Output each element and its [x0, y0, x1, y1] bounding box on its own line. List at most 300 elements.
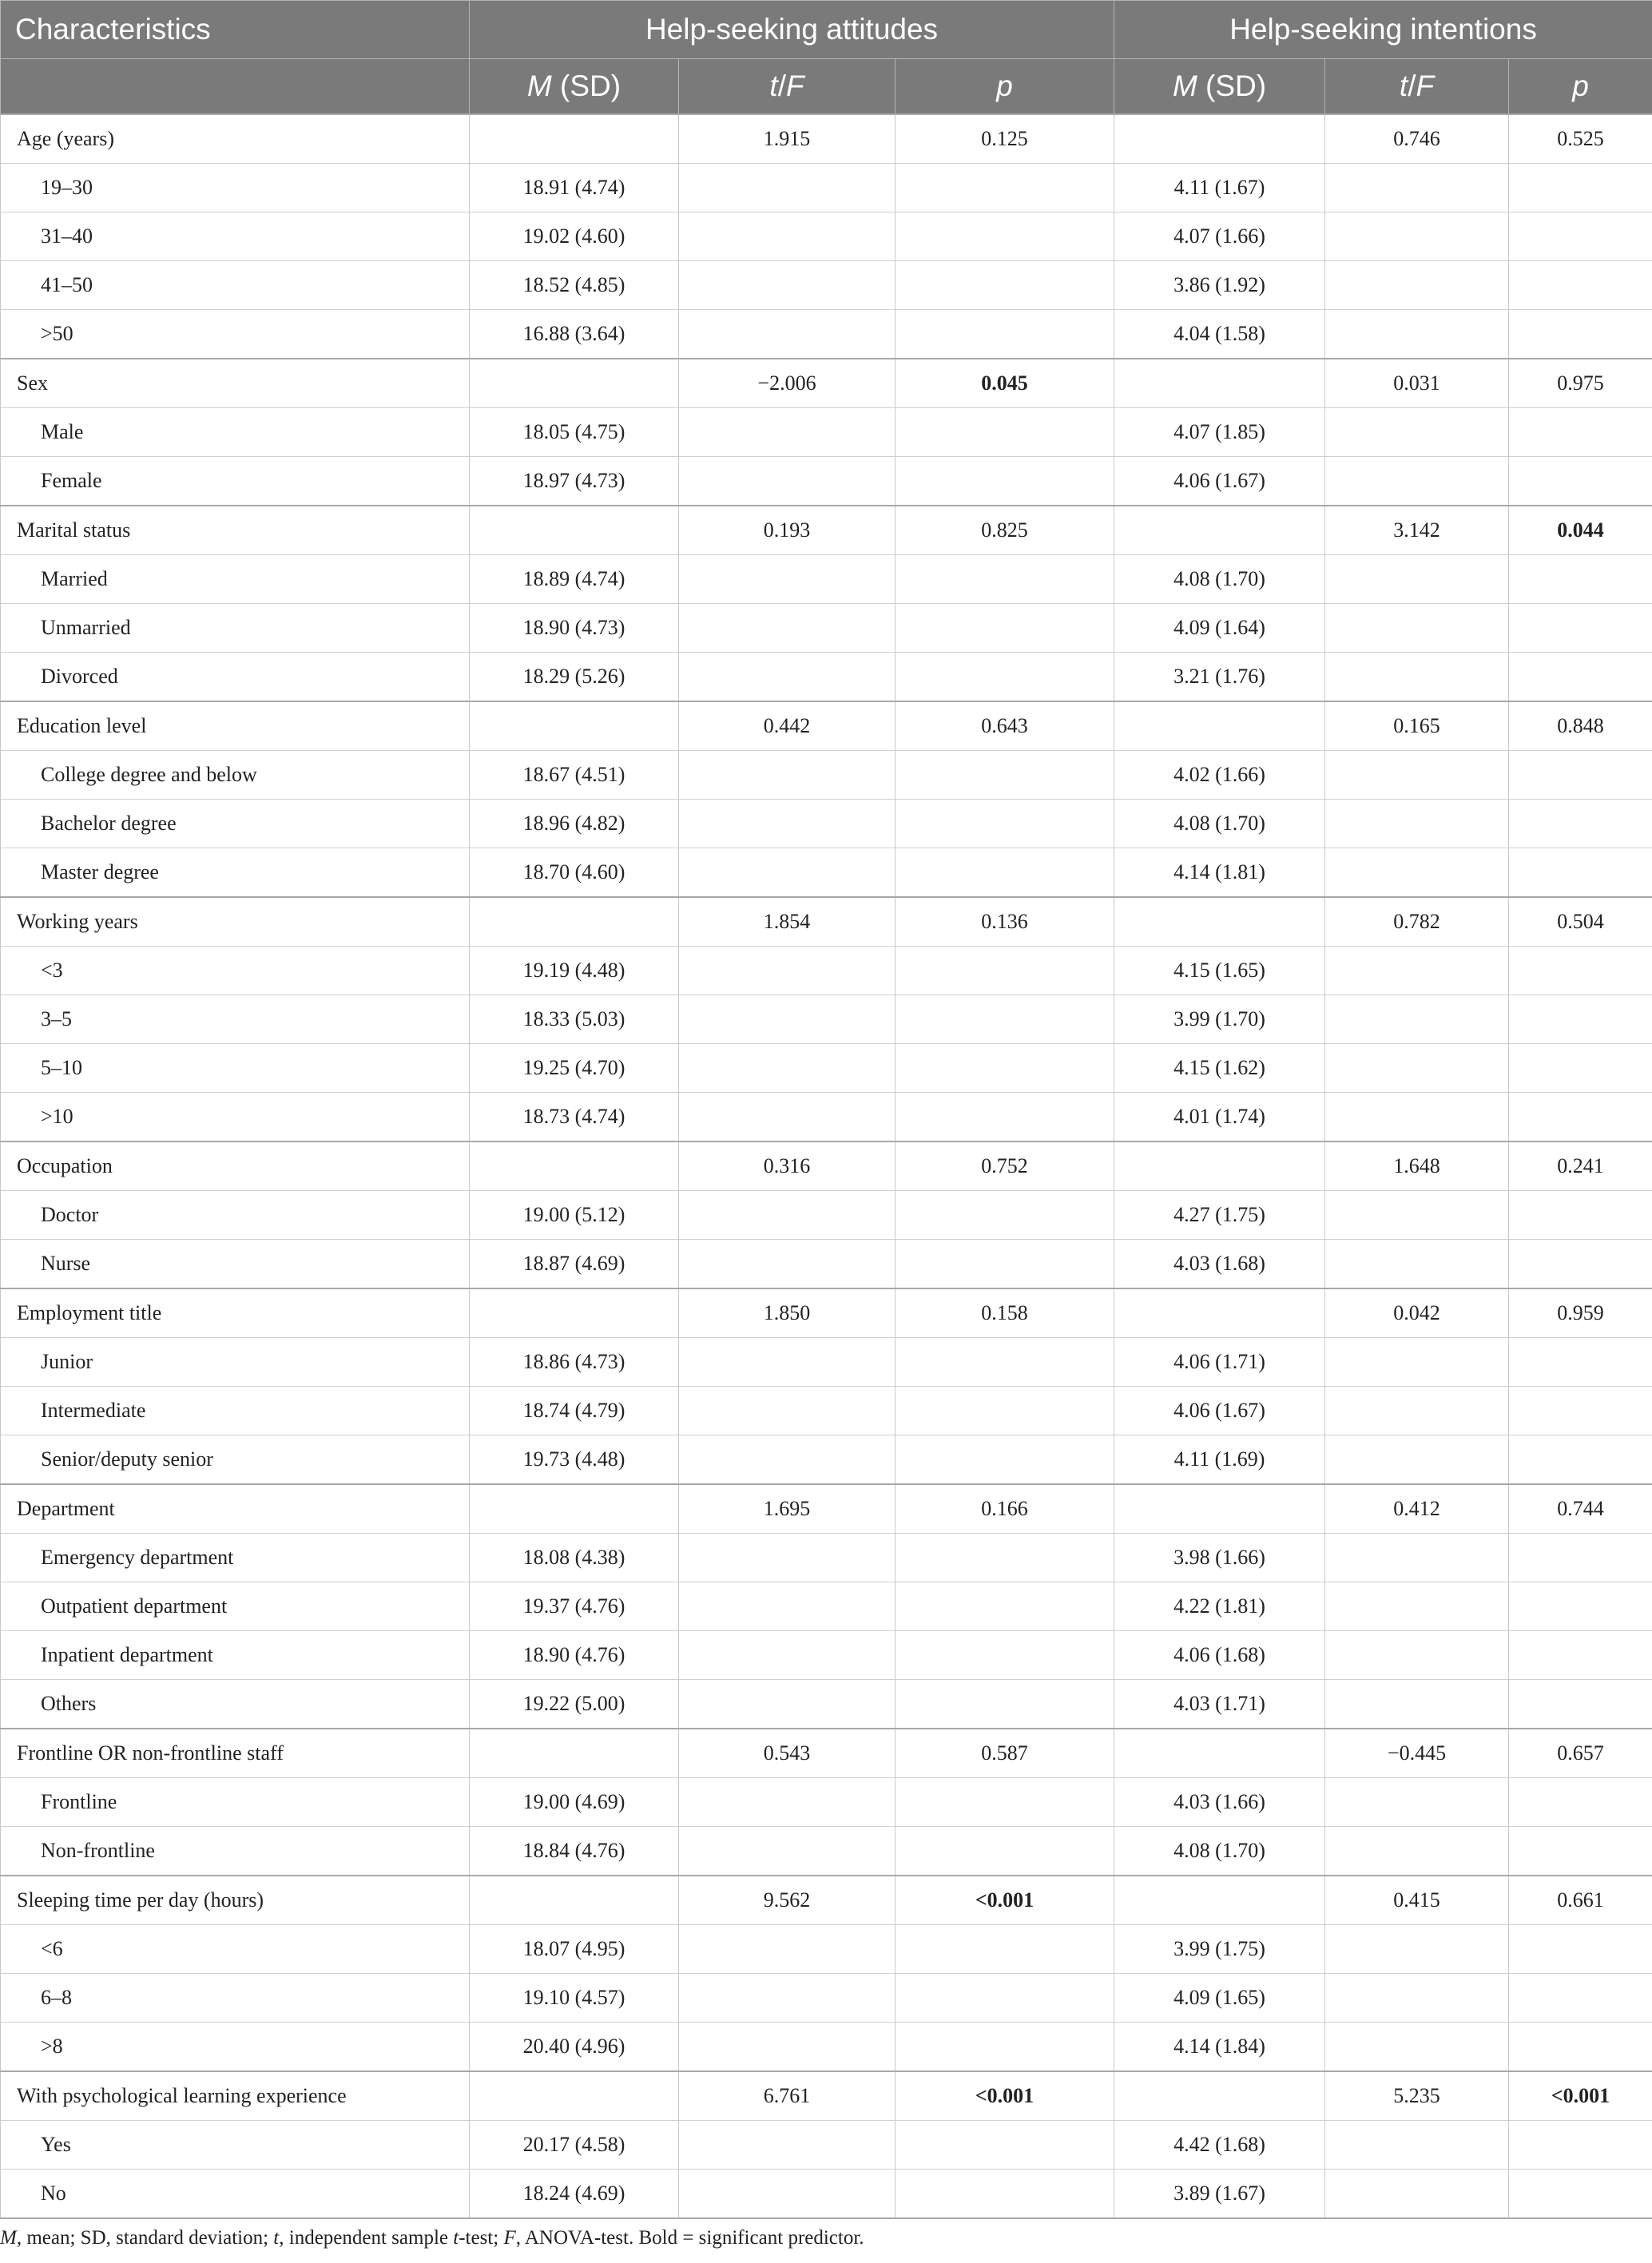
intentions-p-cell [1509, 1191, 1652, 1240]
attitudes-t-f-cell [679, 1778, 895, 1827]
intentions-mean-sd-cell: 3.21 (1.76) [1114, 653, 1325, 702]
attitudes-mean-sd-cell: 19.10 (4.57) [470, 1974, 679, 2023]
attitudes-t-f-cell [679, 1044, 895, 1093]
intentions-p-cell [1509, 457, 1652, 506]
intentions-p-cell [1509, 995, 1652, 1044]
attitudes-t-f-cell [679, 1827, 895, 1876]
intentions-t-f-cell [1325, 1240, 1509, 1289]
attitudes-mean-sd-cell: 20.40 (4.96) [470, 2023, 679, 2072]
intentions-t-f-cell [1325, 751, 1509, 800]
intentions-t-f-cell [1325, 1631, 1509, 1680]
attitudes-t-f-cell [679, 1974, 895, 2023]
attitudes-t-f-cell [679, 1338, 895, 1387]
intentions-p-cell: 0.848 [1509, 701, 1652, 751]
attitudes-mean-sd-cell: 18.52 (4.85) [470, 261, 679, 310]
table-group-row [1, 701, 1652, 751]
intentions-mean-sd-cell: 4.11 (1.67) [1114, 164, 1325, 212]
row-label: Divorced [1, 653, 470, 702]
intentions-t-f-cell [1325, 1582, 1509, 1631]
row-label: Intermediate [1, 1387, 470, 1435]
table-row [1, 1778, 1652, 1827]
row-label: Emergency department [1, 1534, 470, 1582]
attitudes-p-cell [895, 1093, 1114, 1142]
attitudes-t-f-cell: 0.442 [679, 701, 895, 751]
intentions-t-f-cell [1325, 212, 1509, 261]
attitudes-p-cell: 0.045 [895, 359, 1114, 408]
row-label: Department [1, 1484, 470, 1534]
attitudes-mean-sd-cell: 18.89 (4.74) [470, 555, 679, 604]
attitudes-p-cell: 0.166 [895, 1484, 1114, 1534]
intentions-mean-sd-cell: 4.03 (1.66) [1114, 1778, 1325, 1827]
attitudes-mean-sd-cell: 18.96 (4.82) [470, 800, 679, 848]
intentions-t-f-cell [1325, 1093, 1509, 1142]
attitudes-mean-sd-cell [470, 506, 679, 555]
table-row [1, 751, 1652, 800]
intentions-t-f-cell [1325, 1827, 1509, 1876]
attitudes-p-cell [895, 212, 1114, 261]
attitudes-t-f-cell [679, 800, 895, 848]
intentions-p-cell: 0.525 [1509, 114, 1652, 164]
attitudes-p-cell: 0.825 [895, 506, 1114, 555]
attitudes-t-f-cell [679, 2023, 895, 2072]
row-label: Others [1, 1680, 470, 1729]
intentions-p-cell [1509, 1093, 1652, 1142]
intentions-mean-sd-cell: 4.14 (1.81) [1114, 848, 1325, 898]
intentions-t-f-cell [1325, 2023, 1509, 2072]
attitudes-mean-sd-cell: 18.33 (5.03) [470, 995, 679, 1044]
attitudes-t-f-cell [679, 555, 895, 604]
table-row [1, 2170, 1652, 2219]
intentions-t-f-cell [1325, 848, 1509, 898]
intentions-p-cell [1509, 1778, 1652, 1827]
intentions-mean-sd-cell: 4.09 (1.64) [1114, 604, 1325, 653]
intentions-p-cell: <0.001 [1509, 2071, 1652, 2121]
intentions-mean-sd-cell: 4.06 (1.68) [1114, 1631, 1325, 1680]
attitudes-mean-sd-cell: 18.84 (4.76) [470, 1827, 679, 1876]
intentions-t-f-cell [1325, 653, 1509, 702]
attitudes-t-f-cell: −2.006 [679, 359, 895, 408]
header-characteristics: Characteristics [1, 1, 470, 59]
row-label: >8 [1, 2023, 470, 2072]
intentions-mean-sd-cell [1114, 506, 1325, 555]
attitudes-p-cell [895, 1044, 1114, 1093]
attitudes-p-cell [895, 1631, 1114, 1680]
attitudes-t-f-cell [679, 995, 895, 1044]
table-row [1, 848, 1652, 898]
row-label: Education level [1, 701, 470, 751]
row-label: Working years [1, 897, 470, 947]
row-label: No [1, 2170, 470, 2219]
intentions-t-f-cell [1325, 1974, 1509, 2023]
attitudes-t-f-cell [679, 947, 895, 995]
attitudes-p-cell [895, 457, 1114, 506]
table-footnote: M, mean; SD, standard deviation; t, independent sample t-test; F, ANOVA-test. Bold = significant predictor. [0, 2227, 864, 2249]
attitudes-t-f-cell: 0.543 [679, 1729, 895, 1778]
intentions-p-cell [1509, 1974, 1652, 2023]
attitudes-mean-sd-cell: 18.67 (4.51) [470, 751, 679, 800]
row-label: Outpatient department [1, 1582, 470, 1631]
attitudes-p-cell [895, 408, 1114, 457]
attitudes-p-cell [895, 653, 1114, 702]
intentions-mean-sd-cell: 4.02 (1.66) [1114, 751, 1325, 800]
attitudes-p-cell [895, 1974, 1114, 2023]
row-label: >10 [1, 1093, 470, 1142]
attitudes-p-cell [895, 1827, 1114, 1876]
attitudes-p-cell: <0.001 [895, 2071, 1114, 2121]
intentions-p-cell: 0.959 [1509, 1288, 1652, 1338]
intentions-mean-sd-cell [1114, 359, 1325, 408]
attitudes-p-cell [895, 947, 1114, 995]
intentions-mean-sd-cell [1114, 1484, 1325, 1534]
attitudes-p-cell [895, 2023, 1114, 2072]
row-label: Age (years) [1, 114, 470, 164]
attitudes-p-cell [895, 604, 1114, 653]
attitudes-mean-sd-cell: 19.22 (5.00) [470, 1680, 679, 1729]
attitudes-p-cell [895, 1534, 1114, 1582]
attitudes-p-cell [895, 2170, 1114, 2219]
intentions-p-cell [1509, 1680, 1652, 1729]
intentions-p-cell [1509, 2023, 1652, 2072]
attitudes-mean-sd-cell: 18.91 (4.74) [470, 164, 679, 212]
intentions-p-cell [1509, 2170, 1652, 2219]
table-header [1, 1, 1652, 115]
intentions-mean-sd-cell: 3.99 (1.70) [1114, 995, 1325, 1044]
table-group-row [1, 1729, 1652, 1778]
row-label: Nurse [1, 1240, 470, 1289]
attitudes-p-cell: 0.125 [895, 114, 1114, 164]
table-row [1, 1925, 1652, 1974]
row-label: 41–50 [1, 261, 470, 310]
attitudes-mean-sd-cell: 19.25 (4.70) [470, 1044, 679, 1093]
attitudes-mean-sd-cell [470, 1729, 679, 1778]
intentions-p-cell [1509, 2121, 1652, 2170]
attitudes-p-cell [895, 1191, 1114, 1240]
row-label: Frontline OR non-frontline staff [1, 1729, 470, 1778]
row-label: Bachelor degree [1, 800, 470, 848]
table-row [1, 2023, 1652, 2072]
table-row [1, 604, 1652, 653]
intentions-mean-sd-cell [1114, 1876, 1325, 1925]
intentions-p-cell [1509, 555, 1652, 604]
row-label: 3–5 [1, 995, 470, 1044]
row-label: Master degree [1, 848, 470, 898]
header-att-tf: t/F [679, 59, 895, 115]
attitudes-mean-sd-cell: 18.05 (4.75) [470, 408, 679, 457]
table-row [1, 1974, 1652, 2023]
intentions-p-cell [1509, 1044, 1652, 1093]
intentions-p-cell [1509, 1827, 1652, 1876]
attitudes-p-cell [895, 995, 1114, 1044]
intentions-t-f-cell [1325, 1338, 1509, 1387]
attitudes-p-cell [895, 1387, 1114, 1435]
table-row [1, 800, 1652, 848]
attitudes-p-cell: 0.643 [895, 701, 1114, 751]
attitudes-p-cell [895, 1582, 1114, 1631]
attitudes-t-f-cell [679, 1534, 895, 1582]
intentions-p-cell [1509, 1240, 1652, 1289]
intentions-p-cell [1509, 164, 1652, 212]
attitudes-p-cell [895, 1778, 1114, 1827]
table-row [1, 164, 1652, 212]
attitudes-mean-sd-cell [470, 114, 679, 164]
intentions-mean-sd-cell [1114, 1141, 1325, 1191]
intentions-t-f-cell: 1.648 [1325, 1141, 1509, 1191]
intentions-p-cell: 0.744 [1509, 1484, 1652, 1534]
attitudes-mean-sd-cell: 19.00 (5.12) [470, 1191, 679, 1240]
intentions-t-f-cell [1325, 1680, 1509, 1729]
intentions-mean-sd-cell: 3.89 (1.67) [1114, 2170, 1325, 2219]
row-label: Married [1, 555, 470, 604]
row-label: Frontline [1, 1778, 470, 1827]
intentions-p-cell [1509, 800, 1652, 848]
intentions-p-cell [1509, 1534, 1652, 1582]
table-group-row [1, 2071, 1652, 2121]
table-row [1, 408, 1652, 457]
row-label: Female [1, 457, 470, 506]
attitudes-mean-sd-cell: 18.90 (4.76) [470, 1631, 679, 1680]
intentions-t-f-cell: 0.412 [1325, 1484, 1509, 1534]
attitudes-p-cell: 0.752 [895, 1141, 1114, 1191]
table-row [1, 457, 1652, 506]
attitudes-p-cell [895, 1435, 1114, 1485]
table-row [1, 212, 1652, 261]
table-group-row [1, 1876, 1652, 1925]
row-label: <3 [1, 947, 470, 995]
intentions-p-cell [1509, 1631, 1652, 1680]
row-label: Sleeping time per day (hours) [1, 1876, 470, 1925]
intentions-mean-sd-cell: 3.99 (1.75) [1114, 1925, 1325, 1974]
intentions-p-cell [1509, 848, 1652, 898]
intentions-p-cell: 0.661 [1509, 1876, 1652, 1925]
attitudes-mean-sd-cell [470, 359, 679, 408]
table-row [1, 653, 1652, 702]
attitudes-t-f-cell [679, 310, 895, 359]
attitudes-t-f-cell [679, 2170, 895, 2219]
intentions-p-cell: 0.044 [1509, 506, 1652, 555]
intentions-t-f-cell [1325, 261, 1509, 310]
table-row [1, 555, 1652, 604]
attitudes-mean-sd-cell: 18.07 (4.95) [470, 1925, 679, 1974]
row-label: With psychological learning experience [1, 2071, 470, 2121]
attitudes-mean-sd-cell: 18.29 (5.26) [470, 653, 679, 702]
intentions-p-cell [1509, 212, 1652, 261]
intentions-p-cell [1509, 408, 1652, 457]
header-int-tf: t/F [1325, 59, 1509, 115]
table-body [1, 114, 1652, 2218]
intentions-p-cell [1509, 261, 1652, 310]
intentions-t-f-cell [1325, 1778, 1509, 1827]
attitudes-p-cell: 0.136 [895, 897, 1114, 947]
attitudes-t-f-cell [679, 261, 895, 310]
intentions-mean-sd-cell [1114, 701, 1325, 751]
table-group-row [1, 897, 1652, 947]
header-blank [1, 59, 470, 115]
header-attitudes: Help-seeking attitudes [470, 1, 1114, 59]
header-att-msd: M (SD) [470, 59, 679, 115]
table-row [1, 1534, 1652, 1582]
table-row [1, 1044, 1652, 1093]
attitudes-mean-sd-cell: 18.73 (4.74) [470, 1093, 679, 1142]
attitudes-t-f-cell [679, 1680, 895, 1729]
intentions-t-f-cell [1325, 457, 1509, 506]
attitudes-t-f-cell [679, 457, 895, 506]
intentions-p-cell [1509, 653, 1652, 702]
table-group-row [1, 506, 1652, 555]
intentions-mean-sd-cell: 4.22 (1.81) [1114, 1582, 1325, 1631]
row-label: Sex [1, 359, 470, 408]
attitudes-t-f-cell [679, 751, 895, 800]
intentions-p-cell: 0.657 [1509, 1729, 1652, 1778]
intentions-mean-sd-cell: 3.86 (1.92) [1114, 261, 1325, 310]
table-group-row [1, 1484, 1652, 1534]
row-label: Unmarried [1, 604, 470, 653]
intentions-t-f-cell [1325, 408, 1509, 457]
intentions-mean-sd-cell: 4.08 (1.70) [1114, 1827, 1325, 1876]
attitudes-p-cell [895, 261, 1114, 310]
table-row [1, 1582, 1652, 1631]
attitudes-mean-sd-cell: 18.87 (4.69) [470, 1240, 679, 1289]
row-label: College degree and below [1, 751, 470, 800]
attitudes-mean-sd-cell [470, 897, 679, 947]
attitudes-t-f-cell [679, 1631, 895, 1680]
attitudes-t-f-cell [679, 1925, 895, 1974]
intentions-t-f-cell [1325, 2170, 1509, 2219]
intentions-t-f-cell: 0.782 [1325, 897, 1509, 947]
attitudes-mean-sd-cell: 19.02 (4.60) [470, 212, 679, 261]
attitudes-mean-sd-cell [470, 2071, 679, 2121]
table-row [1, 310, 1652, 359]
intentions-mean-sd-cell: 4.08 (1.70) [1114, 555, 1325, 604]
intentions-p-cell [1509, 1435, 1652, 1485]
row-label: Employment title [1, 1288, 470, 1338]
row-label: 19–30 [1, 164, 470, 212]
attitudes-mean-sd-cell [470, 1876, 679, 1925]
intentions-p-cell [1509, 1925, 1652, 1974]
intentions-mean-sd-cell: 4.27 (1.75) [1114, 1191, 1325, 1240]
attitudes-t-f-cell: 1.854 [679, 897, 895, 947]
attitudes-mean-sd-cell: 19.73 (4.48) [470, 1435, 679, 1485]
intentions-mean-sd-cell: 4.01 (1.74) [1114, 1093, 1325, 1142]
intentions-p-cell: 0.504 [1509, 897, 1652, 947]
row-label: 5–10 [1, 1044, 470, 1093]
intentions-p-cell [1509, 604, 1652, 653]
intentions-t-f-cell [1325, 310, 1509, 359]
attitudes-mean-sd-cell: 18.74 (4.79) [470, 1387, 679, 1435]
attitudes-t-f-cell: 0.316 [679, 1141, 895, 1191]
intentions-mean-sd-cell: 4.03 (1.71) [1114, 1680, 1325, 1729]
attitudes-mean-sd-cell: 19.19 (4.48) [470, 947, 679, 995]
attitudes-p-cell [895, 555, 1114, 604]
table-row [1, 1240, 1652, 1289]
row-label: Marital status [1, 506, 470, 555]
row-label: Occupation [1, 1141, 470, 1191]
intentions-p-cell [1509, 310, 1652, 359]
row-label: 6–8 [1, 1974, 470, 2023]
table-row [1, 1191, 1652, 1240]
attitudes-t-f-cell [679, 604, 895, 653]
attitudes-mean-sd-cell: 19.00 (4.69) [470, 1778, 679, 1827]
row-label: Doctor [1, 1191, 470, 1240]
attitudes-t-f-cell [679, 164, 895, 212]
intentions-t-f-cell [1325, 1387, 1509, 1435]
attitudes-p-cell [895, 1925, 1114, 1974]
table-group-row [1, 114, 1652, 164]
intentions-t-f-cell: 0.042 [1325, 1288, 1509, 1338]
intentions-mean-sd-cell [1114, 1288, 1325, 1338]
attitudes-t-f-cell [679, 212, 895, 261]
intentions-t-f-cell: 5.235 [1325, 2071, 1509, 2121]
intentions-t-f-cell: −0.445 [1325, 1729, 1509, 1778]
attitudes-t-f-cell: 6.761 [679, 2071, 895, 2121]
attitudes-p-cell [895, 310, 1114, 359]
intentions-t-f-cell [1325, 800, 1509, 848]
attitudes-mean-sd-cell [470, 1141, 679, 1191]
intentions-t-f-cell [1325, 1435, 1509, 1485]
table-group-row [1, 359, 1652, 408]
attitudes-t-f-cell [679, 1582, 895, 1631]
intentions-t-f-cell: 0.415 [1325, 1876, 1509, 1925]
intentions-p-cell [1509, 947, 1652, 995]
attitudes-p-cell [895, 751, 1114, 800]
table-row [1, 1435, 1652, 1485]
intentions-t-f-cell [1325, 1925, 1509, 1974]
intentions-mean-sd-cell: 4.03 (1.68) [1114, 1240, 1325, 1289]
intentions-t-f-cell [1325, 2121, 1509, 2170]
row-label: >50 [1, 310, 470, 359]
intentions-mean-sd-cell [1114, 2071, 1325, 2121]
intentions-t-f-cell [1325, 164, 1509, 212]
attitudes-t-f-cell: 9.562 [679, 1876, 895, 1925]
intentions-mean-sd-cell: 4.15 (1.62) [1114, 1044, 1325, 1093]
attitudes-t-f-cell: 0.193 [679, 506, 895, 555]
attitudes-p-cell: 0.158 [895, 1288, 1114, 1338]
intentions-t-f-cell: 0.165 [1325, 701, 1509, 751]
intentions-mean-sd-cell: 4.07 (1.66) [1114, 212, 1325, 261]
table-row [1, 1387, 1652, 1435]
intentions-t-f-cell [1325, 604, 1509, 653]
intentions-mean-sd-cell: 3.98 (1.66) [1114, 1534, 1325, 1582]
table-row [1, 1631, 1652, 1680]
attitudes-t-f-cell [679, 1387, 895, 1435]
row-label: Senior/deputy senior [1, 1435, 470, 1485]
intentions-mean-sd-cell: 4.08 (1.70) [1114, 800, 1325, 848]
intentions-t-f-cell [1325, 1044, 1509, 1093]
attitudes-p-cell [895, 1338, 1114, 1387]
row-label: Yes [1, 2121, 470, 2170]
intentions-mean-sd-cell: 4.14 (1.84) [1114, 2023, 1325, 2072]
attitudes-mean-sd-cell: 18.90 (4.73) [470, 604, 679, 653]
header-int-msd: M (SD) [1114, 59, 1325, 115]
intentions-t-f-cell [1325, 947, 1509, 995]
row-label: Junior [1, 1338, 470, 1387]
intentions-mean-sd-cell [1114, 897, 1325, 947]
table-group-row [1, 1141, 1652, 1191]
table-group-row [1, 1288, 1652, 1338]
attitudes-mean-sd-cell: 18.97 (4.73) [470, 457, 679, 506]
attitudes-p-cell [895, 1680, 1114, 1729]
intentions-mean-sd-cell: 4.04 (1.58) [1114, 310, 1325, 359]
attitudes-p-cell: 0.587 [895, 1729, 1114, 1778]
attitudes-mean-sd-cell: 18.86 (4.73) [470, 1338, 679, 1387]
intentions-p-cell [1509, 751, 1652, 800]
intentions-p-cell [1509, 1582, 1652, 1631]
table-row [1, 995, 1652, 1044]
attitudes-t-f-cell [679, 1093, 895, 1142]
attitudes-mean-sd-cell [470, 1484, 679, 1534]
attitudes-t-f-cell [679, 2121, 895, 2170]
attitudes-mean-sd-cell: 16.88 (3.64) [470, 310, 679, 359]
attitudes-t-f-cell [679, 653, 895, 702]
